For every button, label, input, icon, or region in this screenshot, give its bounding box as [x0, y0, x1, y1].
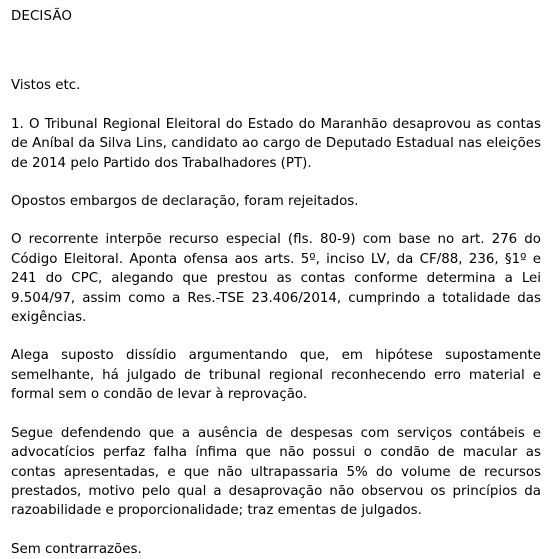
decision-document — [11, 7, 541, 559]
paragraph-defesa: Segue defendendo que a ausência de despesas com serviços contábeis e advocatícios perfaz falha ínfima que não possui o condão de macular as contas apresentadas, e que não ultrapassaria 5% do volume de recursos prestados, motivo pelo qual a desaprovação não observou os princípios da razoabilidade e proporcionalidade; traz ementas de julgados. — [11, 425, 541, 519]
paragraph-recurso: O recorrente interpõe recurso especial (fls. 80-9) com base no art. 276 do Código Eleitoral. Aponta ofensa aos arts. 5º, inciso LV, da CF/88, 236, §1º e 241 do CPC, alegando que prestou as contas conforme determina a Lei 9.504/97, assim como a Res.-TSE 23.406/2014, cumprindo a totalidade das exigências. — [11, 232, 541, 326]
paragraph-1: 1. O Tribunal Regional Eleitoral do Estado do Maranhão desaprovou as contas de Aníbal da Silva Lins, candidato ao cargo de Deputado Estadual nas eleições de 2014 pelo Partido dos Trabalhadores (PT). — [11, 116, 541, 171]
paragraph-vistos: Vistos etc. — [11, 78, 81, 94]
document-title: DECISÃO — [11, 9, 72, 24]
paragraph-dissidio: Alega suposto dissídio argumentando que, em hipótese supostamente semelhante, há julgado de tribunal regional reconhecendo erro material e formal sem o condão de levar à reprovação. — [11, 348, 541, 403]
paragraph-embargos: Opostos embargos de declaração, foram rejeitados. — [11, 194, 359, 210]
paragraph-contrarrazoes: Sem contrarrazões. — [11, 541, 142, 557]
